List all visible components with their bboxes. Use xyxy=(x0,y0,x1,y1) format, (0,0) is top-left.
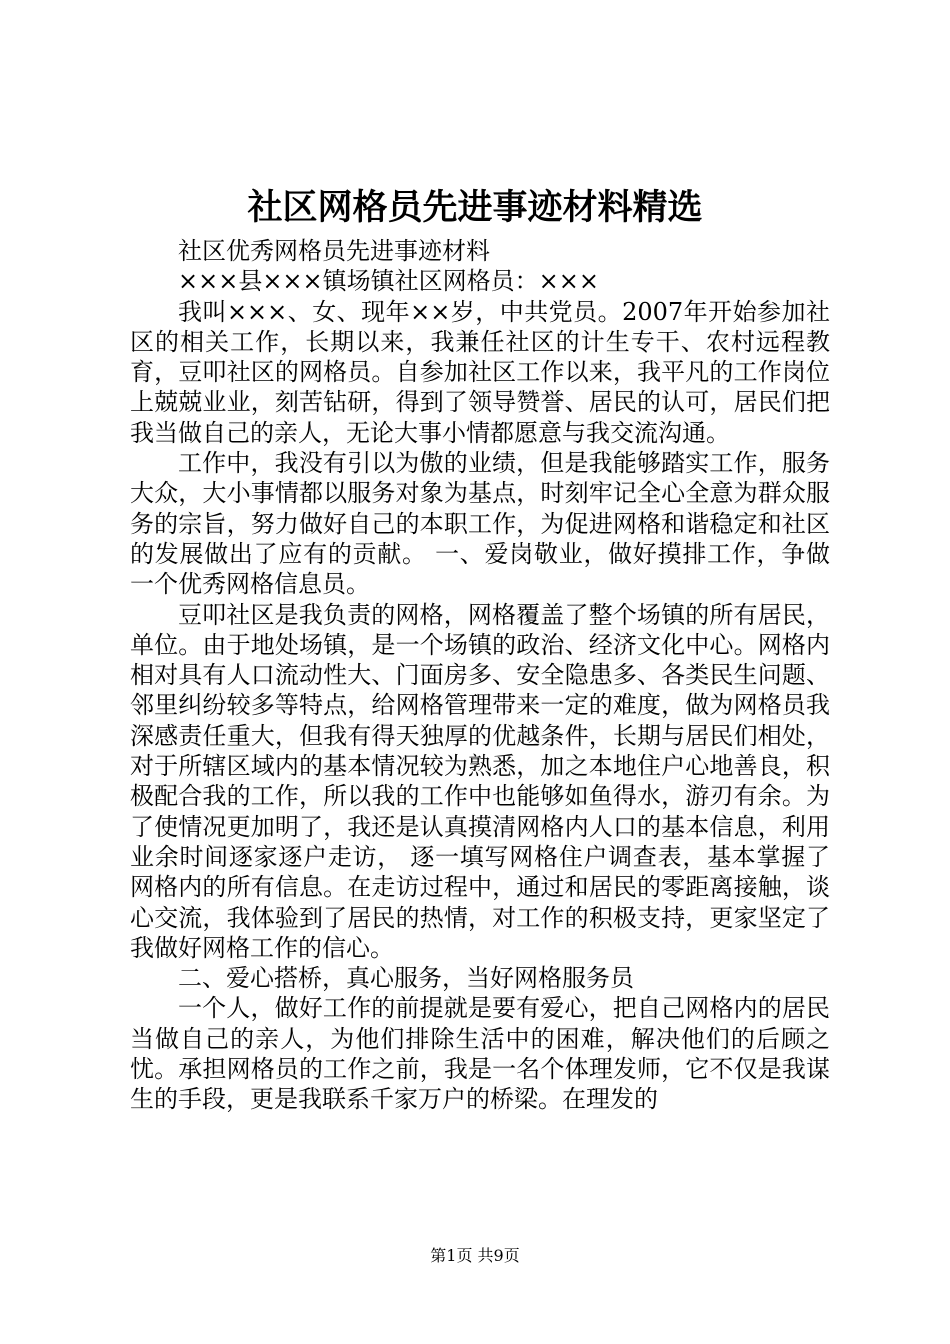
paragraph-work-summary: 工作中，我没有引以为傲的业绩，但是我能够踏实工作，服务大众，大小事情都以服务对象为基点，时刻牢记全心全意为群众服务的宗旨，努力做好自己的本职工作，为促进网格和谐稳定和社区的发展做出了应有的贡献。 一、爱岗敬业，做好摸排工作，争做一个优秀网格信息员。 xyxy=(130,449,830,599)
document-title: 社区网格员先进事迹材料精选 xyxy=(247,187,703,228)
paragraph-author-line: ×××县×××镇场镇社区网格员：××× xyxy=(178,267,599,296)
document-body xyxy=(130,236,830,1115)
section-heading-two: 二、爱心搭桥，真心服务，当好网格服务员 xyxy=(178,964,634,993)
paragraph-subtitle: 社区优秀网格员先进事迹材料 xyxy=(178,237,490,265)
paragraph-introduction: 我叫×××、女、现年××岁，中共党员。2007年开始参加社区的相关工作，长期以来，我兼任社区的计生专干、农村远程教育，豆叩社区的网格员。自参加社区工作以来，我平凡的工作岗位上兢兢业业，刻苦钻研，得到了领导赞誉、居民的认可，居民们把我当做自己的亲人，无论大事小情都愿意与我交流沟通。 xyxy=(130,297,830,447)
page-footer: 第1页 共9页 xyxy=(430,1246,520,1265)
paragraph-grid-description: 豆叩社区是我负责的网格，网格覆盖了整个场镇的所有居民，单位。由于地处场镇，是一个场镇的政治、经济文化中心。网格内相对具有人口流动性大、门面房多、安全隐患多、各类民生问题、邻里纠纷较多等特点，给网格管理带来一定的难度，做为网格员我深感责任重大，但我有得天独厚的优越条件，长期与居民们相处，对于所辖区域内的基本情况较为熟悉，加之本地住户心地善良，积极配合我的工作，所以我的工作中也能够如鱼得水，游刃有余。为了使情况更加明了，我还是认真摸清网格内人口的基本信息，利用业余时间逐家逐户走访， 逐一填写网格住户调查表，基本掌握了网格内的所有信息。在走访过程中，通过和居民的零距离接触，谈心交流，我体验到了居民的热情，对工作的积极支持，更家坚定了我做好网格工作的信心。 xyxy=(130,600,830,962)
paragraph-love-service: 一个人，做好工作的前提就是要有爱心，把自己网格内的居民当做自己的亲人，为他们排除生活中的困难，解决他们的后顾之忧。承担网格员的工作之前，我是一名个体理发师，它不仅是我谋生的手段，更是我联系千家万户的桥梁。在理发的 xyxy=(130,994,830,1114)
